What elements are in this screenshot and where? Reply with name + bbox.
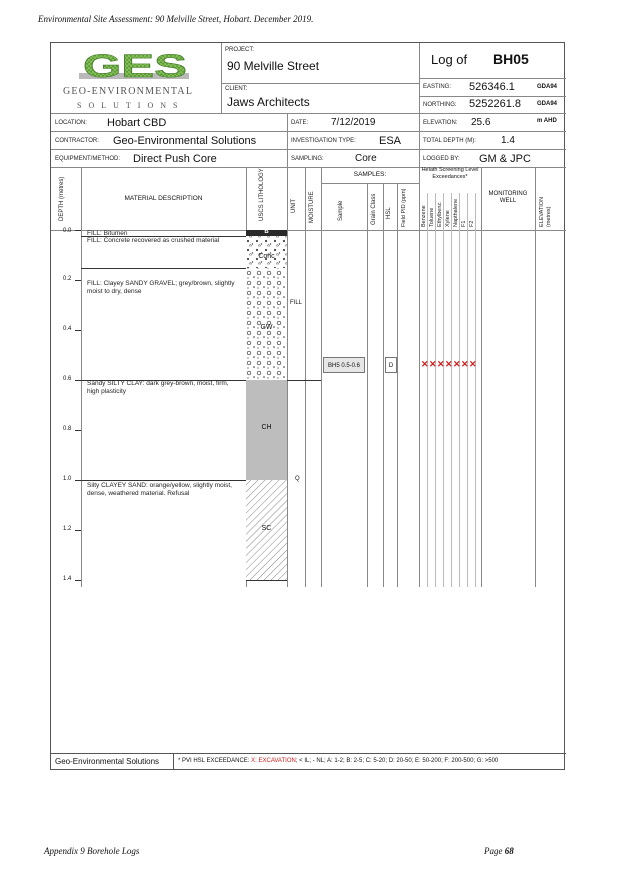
ges-logo-icon <box>79 51 237 85</box>
exceedance-mark: ✕ <box>421 359 429 369</box>
project-value: 90 Melville Street <box>227 59 320 73</box>
log-of-label: Log of <box>431 52 468 67</box>
depth-tick: 0.2 <box>63 276 72 282</box>
col-moisture-header: MOISTURE <box>309 191 315 223</box>
col-well-header: MONITORING WELL <box>488 191 528 204</box>
investigation-label: INVESTIGATION TYPE: <box>291 138 356 144</box>
analyte-ethylbenz: Ethylbenz. <box>437 201 443 227</box>
depth-tick: 1.2 <box>63 526 72 532</box>
investigation-value: ESA <box>379 135 402 147</box>
uscs-code: CH <box>261 424 272 431</box>
elevation-label: ELEVATION: <box>423 120 458 126</box>
layer-description: Sandy SILTY CLAY: dark grey-brown, moist, firm, high plasticity <box>87 380 229 395</box>
col-depth-header: DEPTH (metres) <box>59 176 65 221</box>
logged-by-value: GM & JPC <box>479 153 531 165</box>
col-sample-header: Sample <box>338 200 344 221</box>
unit-label: FILL <box>290 300 303 306</box>
company-logo <box>59 49 217 111</box>
bottom-company: Geo-Environmental Solutions <box>55 757 160 766</box>
date-label: DATE: <box>291 120 309 126</box>
sampling-value: Core <box>355 153 377 164</box>
exceedance-mark: ✕ <box>453 359 461 369</box>
borehole-log-sheet <box>50 42 565 770</box>
layer-description: FILL: Bitumen <box>87 230 128 237</box>
col-hsl-header: HSL <box>386 207 392 219</box>
page-number: 68 <box>504 846 514 856</box>
depth-tick: 0.0 <box>63 228 72 234</box>
analyte-f2: F2 <box>469 220 475 227</box>
total-depth-value: 1.4 <box>501 135 515 146</box>
depth-tick: 1.0 <box>63 476 72 482</box>
client-label: CLIENT: <box>225 86 248 92</box>
contractor-label: CONTRACTOR: <box>55 138 99 144</box>
elevation-unit: m AHD <box>537 118 557 124</box>
lithology-concrete <box>246 236 287 268</box>
hsl-value-box: D <box>385 357 397 373</box>
exceedance-mark: ✕ <box>461 359 469 369</box>
legend-excavation: X: EXCAVATION <box>251 758 296 764</box>
exceedance-mark: ✕ <box>445 359 453 369</box>
contractor-value: Geo-Environmental Solutions <box>113 135 257 147</box>
sampling-label: SAMPLING: <box>291 156 324 162</box>
report-header: Environmental Site Assessment: 90 Melville Street, Hobart. December 2019. <box>38 14 314 24</box>
depth-tick: 1.4 <box>63 576 72 582</box>
unit-label: Q <box>295 476 300 482</box>
client-value: Jaws Architects <box>227 95 310 109</box>
layer-description: FILL: Clayey SANDY GRAVEL; grey/brown, slightly moist to dry, dense <box>87 280 235 295</box>
logo-letters: GES <box>83 51 187 84</box>
col-pid-header: Field PID (ppm) <box>401 188 407 227</box>
project-label: PROJECT: <box>225 47 255 53</box>
page-label: Page <box>484 846 503 856</box>
logo-line1: GEO-ENVIRONMENTAL <box>63 86 194 97</box>
footer-page <box>484 846 514 856</box>
depth-tick: 0.8 <box>63 426 72 432</box>
exceedance-mark: ✕ <box>437 359 445 369</box>
layer-description: Silty CLAYEY SAND: orange/yellow, slightly moist, dense, weathered material. Refusal <box>87 482 232 497</box>
easting-label: EASTING: <box>423 84 452 90</box>
borehole-id: BH05 <box>493 51 529 67</box>
legend-prefix: * PVI HSL EXCEEDANCE: <box>178 758 250 764</box>
col-elev-header: ELEVATION (metres) <box>539 196 552 227</box>
location-label: LOCATION: <box>55 120 87 126</box>
col-unit-header: UNIT <box>291 199 297 213</box>
date-value: 7/12/2019 <box>331 117 376 128</box>
uscs-code: SC <box>261 525 272 532</box>
layer-description: FILL: Concrete recovered as crushed material <box>87 237 220 244</box>
col-samples-header: SAMPLES: <box>353 171 387 178</box>
col-material-header: MATERIAL DESCRIPTION <box>124 195 203 202</box>
uscs-code: GW <box>260 324 273 331</box>
analyte-napthalene: Napthalene <box>453 198 459 227</box>
equipment-value: Direct Push Core <box>133 153 217 165</box>
analyte-f1: F1 <box>461 220 467 227</box>
col-grain-header: Grain Class <box>371 193 377 225</box>
exceedance-legend <box>178 758 498 764</box>
location-value: Hobart CBD <box>107 117 167 129</box>
easting-datum: GDA94 <box>537 84 558 90</box>
exceedance-row <box>421 359 483 371</box>
northing-datum: GDA94 <box>537 101 558 107</box>
logged-by-label: LOGGED BY: <box>423 156 460 162</box>
logo-line2: SOLUTIONS <box>77 101 185 110</box>
exceedance-mark: ✕ <box>469 359 477 369</box>
sample-id-box: BH5 0.5-0.6 <box>323 357 365 373</box>
northing-label: NORTHING: <box>423 102 457 108</box>
depth-tick: 0.6 <box>63 376 72 382</box>
uscs-code: B <box>264 229 269 235</box>
analyte-benzene: Benzene <box>421 205 427 227</box>
col-uscs-header: USCS LITHOLOGY <box>259 168 265 221</box>
analyte-xylene: Xylene <box>445 210 451 227</box>
total-depth-label: TOTAL DEPTH (M): <box>423 138 476 144</box>
equipment-label: EQUIPMENT/METHOD: <box>55 156 121 162</box>
elevation-value: 25.6 <box>471 117 491 128</box>
legend-rest: ; < IL; - NL; A: 1-2; B: 2-5; C: 5-20; D: 20-50; E: 50-200; F: 200-500; G: >500 <box>295 758 499 764</box>
depth-axis <box>51 230 81 587</box>
depth-tick: 0.4 <box>63 326 72 332</box>
analyte-toluene: Toluene <box>429 207 435 227</box>
exceedance-mark: ✕ <box>429 359 437 369</box>
footer-left: Appendix 9 Borehole Logs <box>44 846 140 856</box>
northing-value: 5252261.8 <box>469 98 521 110</box>
easting-value: 526346.1 <box>469 81 515 93</box>
col-screening-header: Helath Screening Level Exceedances* <box>421 167 479 180</box>
uscs-code: Conc <box>258 253 275 260</box>
